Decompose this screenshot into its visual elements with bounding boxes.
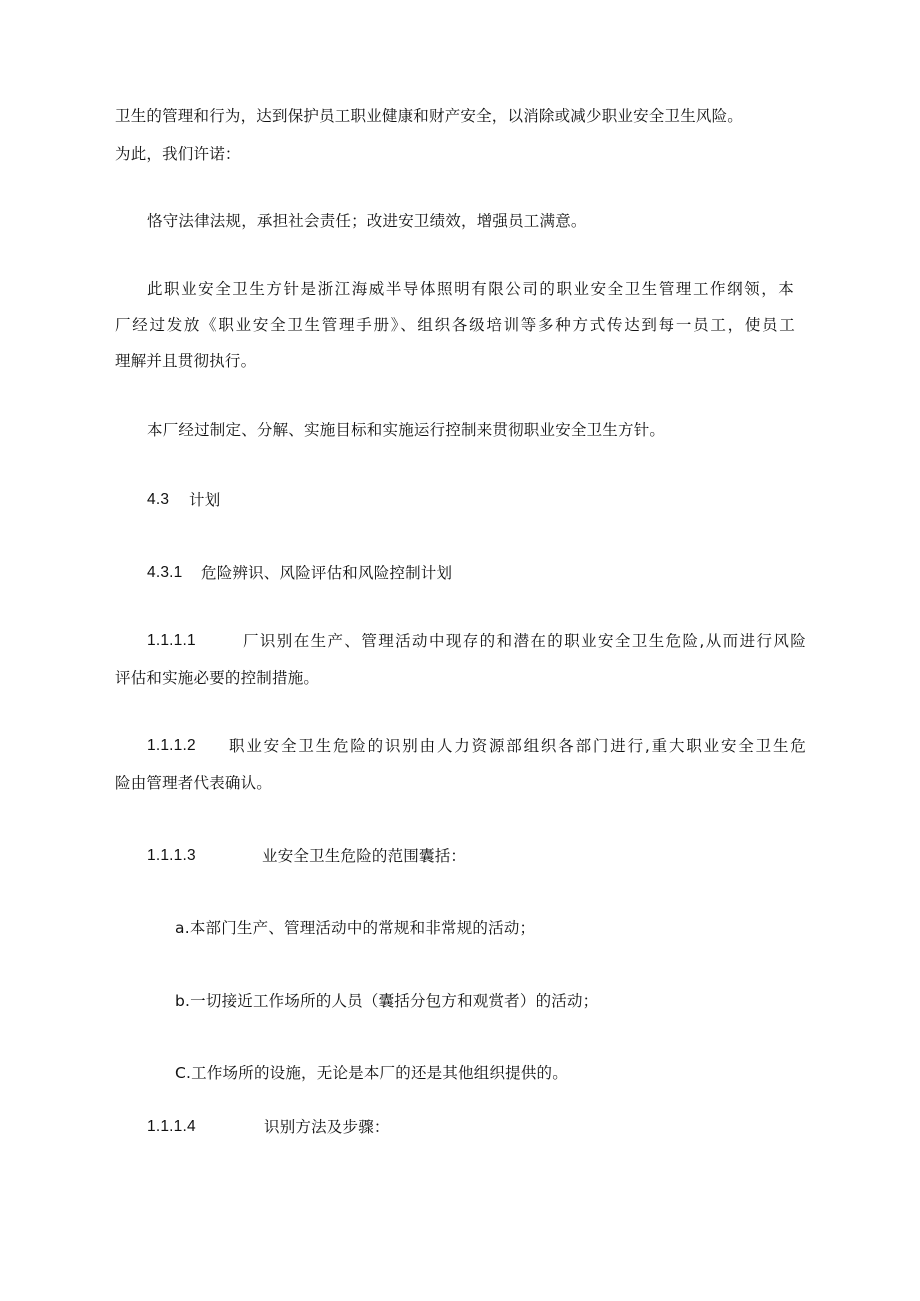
paragraph-line: 卫生的管理和行为，达到保护员工职业健康和财产安全，以消除或减少职业安全卫生风险。 <box>115 107 744 125</box>
clause-number: 1.1.1.1 <box>147 632 196 649</box>
subsection-number: 4.3.1 <box>147 564 183 581</box>
clause-text: 险由管理者代表确认。 <box>115 774 273 792</box>
clause-text: 识别方法及步骤： <box>264 1118 390 1136</box>
list-item: C.工作场所的设施，无论是本厂的还是其他组织提供的。 <box>175 1064 568 1082</box>
paragraph-line: 为此，我们许诺： <box>115 145 241 163</box>
clause-number: 1.1.1.2 <box>147 737 196 754</box>
clause-text: 业安全卫生危险的范围囊括： <box>262 847 467 865</box>
paragraph-line: 此职业安全卫生方针是浙江海威半导体照明有限公司的职业安全卫生管理工作纲领，本 <box>147 280 794 298</box>
paragraph-line: 理解并且贯彻执行。 <box>115 352 257 370</box>
commitment-statement: 恪守法律法规，承担社会责任；改进安卫绩效，增强员工满意。 <box>147 212 587 230</box>
section-title: 计划 <box>189 491 221 509</box>
section-number: 4.3 <box>147 491 170 508</box>
paragraph-line: 厂经过发放《职业安全卫生管理手册》、组织各级培训等多种方式传达到每一员工，使员工 <box>115 316 795 334</box>
clause-text: 厂识别在生产、管理活动中现存的和潜在的职业安全卫生危险,从而进行风险 <box>243 632 806 650</box>
clause-text: 职业安全卫生危险的识别由人力资源部组织各部门进行,重大职业安全卫生危 <box>229 737 806 755</box>
clause-number: 1.1.1.4 <box>147 1118 196 1135</box>
clause-number: 1.1.1.3 <box>147 847 196 864</box>
clause-text: 评估和实施必要的控制措施。 <box>115 669 320 687</box>
list-item: b.一切接近工作场所的人员（囊括分包方和观赏者）的活动； <box>175 992 599 1010</box>
subsection-title: 危险辨识、风险评估和风险控制计划 <box>201 564 453 582</box>
paragraph-line: 本厂经过制定、分解、实施目标和实施运行控制来贯彻职业安全卫生方针。 <box>147 421 666 439</box>
list-item: a.本部门生产、管理活动中的常规和非常规的活动； <box>175 919 536 937</box>
